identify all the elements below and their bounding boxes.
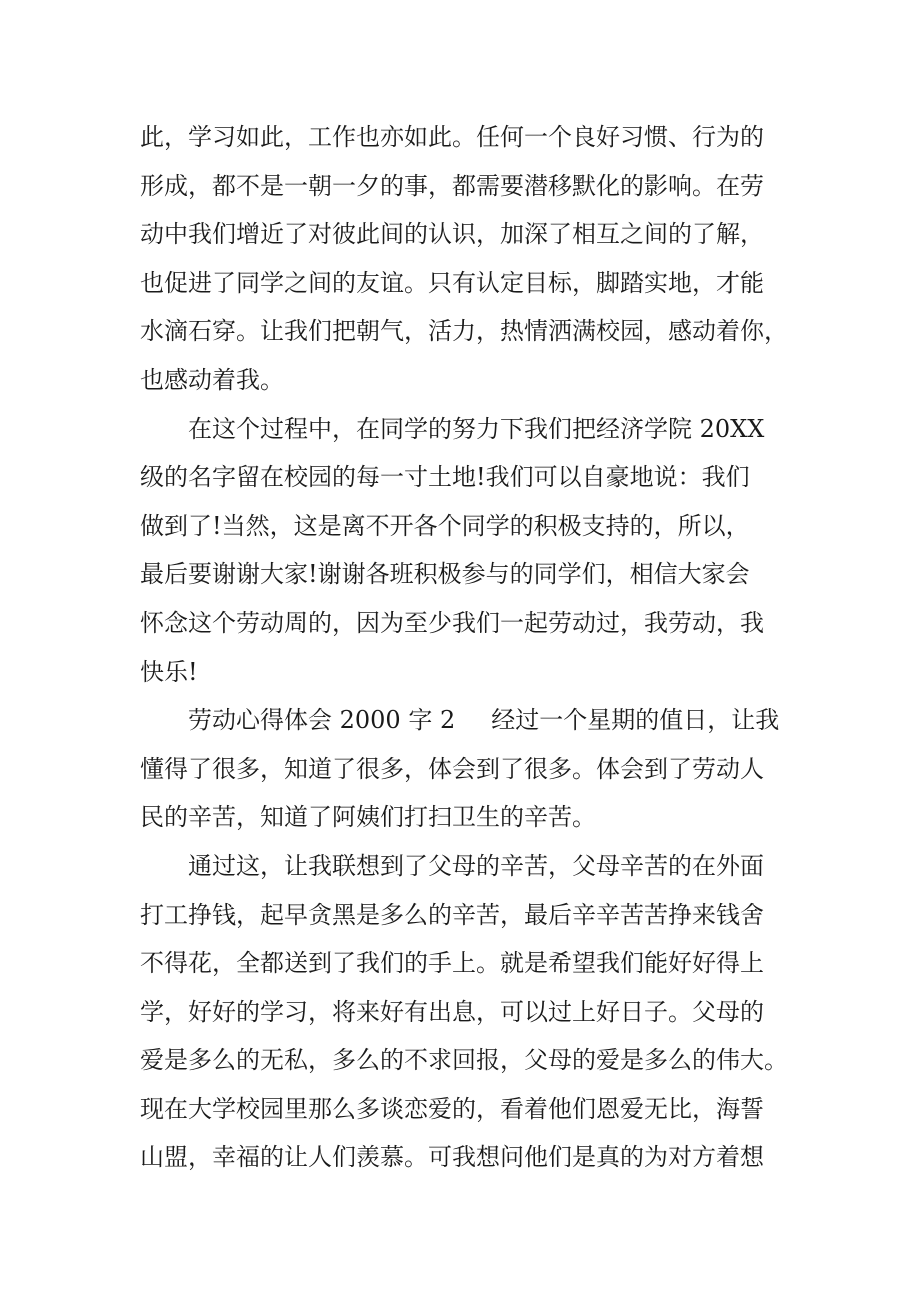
text-line: 最后要谢谢大家!谢谢各班积极参与的同学们，相信大家会 [140,560,750,589]
paragraph-2 [140,405,790,697]
text-line: 级的名字留在校园的每一寸土地!我们可以自豪地说：我们 [140,463,750,492]
text-run: 经过一个星期的值日，让我 [491,706,780,735]
text-line: 形成，都不是一朝一夕的事，都需要潜移默化的影响。在劳 [140,171,764,200]
text-line: 学，好好的学习，将来好有出息，可以过上好日子。父母的 [140,997,764,1026]
paragraph-1 [140,113,790,405]
document-body [140,113,790,1182]
text-line: 怀念这个劳动周的，因为至少我们一起劳动过，我劳动，我 [140,608,764,637]
text-line: 做到了!当然，这是离不开各个同学的积极支持的，所以， [140,511,750,540]
text-line: 打工挣钱，起早贪黑是多么的辛苦，最后辛辛苦苦挣来钱舍 [140,900,764,929]
text-line: 爱是多么的无私，多么的不求回报，父母的爱是多么的伟大。 [140,1046,788,1075]
text-line: 山盟，幸福的让人们羡慕。可我想问他们是真的为对方着想 [140,1143,764,1172]
text-line: 动中我们增近了对彼此间的认识，加深了相互之间的了解， [140,220,764,249]
text-line: 也促进了同学之间的友谊。只有认定目标，脚踏实地，才能 [140,268,764,297]
text-line: 也感动着我。 [140,365,284,394]
section-heading: 劳动心得体会 2000 字 2 [188,706,456,735]
text-line: 民的辛苦，知道了阿姨们打扫卫生的辛苦。 [140,803,596,832]
text-line: 快乐! [140,657,198,686]
text-line: 此，学习如此，工作也亦如此。任何一个良好习惯、行为的 [140,123,764,151]
paragraph-3 [140,696,790,842]
text-line: 懂得了很多，知道了很多，体会到了很多。体会到了劳动人 [140,754,764,783]
text-line: 通过这，让我联想到了父母的辛苦，父母辛苦的在外面 [188,851,764,880]
text-line: 现在大学校园里那么多谈恋爱的，看着他们恩爱无比，海誓 [140,1094,764,1123]
text-line: 在这个过程中，在同学的努力下我们把经济学院 20XX [188,414,765,443]
heading-line [140,696,790,745]
text-line: 水滴石穿。让我们把朝气，活力，热情洒满校园，感动着你， [140,317,788,346]
text-line: 不得花，全都送到了我们的手上。就是希望我们能好好得上 [140,949,764,978]
paragraph-4 [140,842,790,1182]
